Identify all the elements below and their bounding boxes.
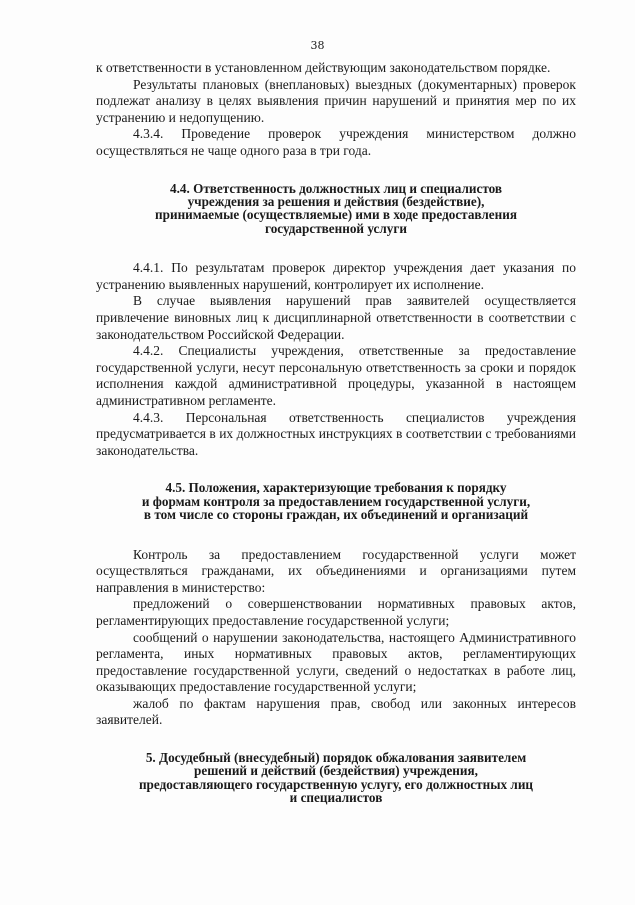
- paragraph-3: 4.3.4. Проведение проверок учреждения министерством должно осуществляться не чаще одного раза в три года.: [96, 126, 576, 158]
- paragraph-9: предложений о совершенствовании нормативных правовых актов, регламентирующих предоставление государственной услуги;: [96, 596, 576, 628]
- paragraph-4: 4.4.1. По результатам проверок директор учреждения дает указания по устранению выявленных нарушений, контролирует их исполнение.: [96, 260, 576, 292]
- paragraph-8: Контроль за предоставлением государственной услуги может осуществляться гражданами, их объединениями и организациями путем направления в министерство:: [96, 546, 576, 595]
- paragraph-10: сообщений о нарушении законодательства, настоящего Административного регламента, иных нормативных правовых актов, регламентирующих предоставление государственной услуги, сведений о недостатках в работе лиц, оказывающих предоставление государственной услуги;: [96, 629, 576, 695]
- heading-line: принимаемые (осуществляемые) ими в ходе предоставления: [155, 207, 517, 223]
- heading-line: предоставляющего государственную услугу, его должностных лиц: [138, 776, 534, 792]
- paragraph-11: жалоб по фактам нарушения прав, свобод или законных интересов заявителей.: [96, 695, 576, 728]
- heading-line: 4.4. Ответственность должностных лиц и специалистов: [169, 180, 503, 196]
- paragraph-6: 4.4.2. Специалисты учреждения, ответственные за предоставление государственной услуги, несут персональную ответственность за сроки и порядок исполнения каждой административной процедуры, указанной в настоящем административном регламенте.: [96, 343, 576, 408]
- document-body: [96, 60, 576, 805]
- paragraph-2: Результаты плановых (внеплановых) выездных (документарных) проверок подлежат анализу в целях выявления причин нарушений и принятия мер по их устранению и недопущению.: [96, 76, 576, 125]
- paragraph-7: 4.4.3. Персональная ответственность специалистов учреждения предусматривается в их должностных инструкциях в соответствии с требованиями законодательства.: [96, 409, 576, 458]
- section-5-heading: [96, 751, 576, 805]
- page-number: 38: [310, 39, 325, 52]
- section-4-4-heading: [96, 182, 576, 236]
- heading-line: в том числе со стороны граждан, их объединений и организаций: [143, 507, 529, 523]
- heading-line: 4.5. Положения, характеризующие требования к порядку: [165, 480, 507, 496]
- heading-line: и специалистов: [289, 790, 383, 806]
- paragraph-5: В случае выявления нарушений прав заявителей осуществляется привлечение виновных лиц к дисциплинарной ответственности в соответствии с законодательством Российской Федерации.: [96, 293, 576, 342]
- heading-line: государственной услуги: [265, 220, 407, 236]
- heading-line: и формам контроля за предоставлением государственной услуги,: [141, 493, 531, 509]
- heading-line: решений и действий (бездействия) учреждения,: [194, 763, 478, 779]
- paragraph-1: к ответственности в установленном действующим законодательством порядке.: [96, 60, 551, 75]
- heading-line: учреждения за решения и действия (бездействие),: [187, 193, 485, 209]
- section-4-5-heading: [96, 481, 576, 521]
- heading-line: 5. Досудебный (внесудебный) порядок обжалования заявителем: [145, 750, 527, 766]
